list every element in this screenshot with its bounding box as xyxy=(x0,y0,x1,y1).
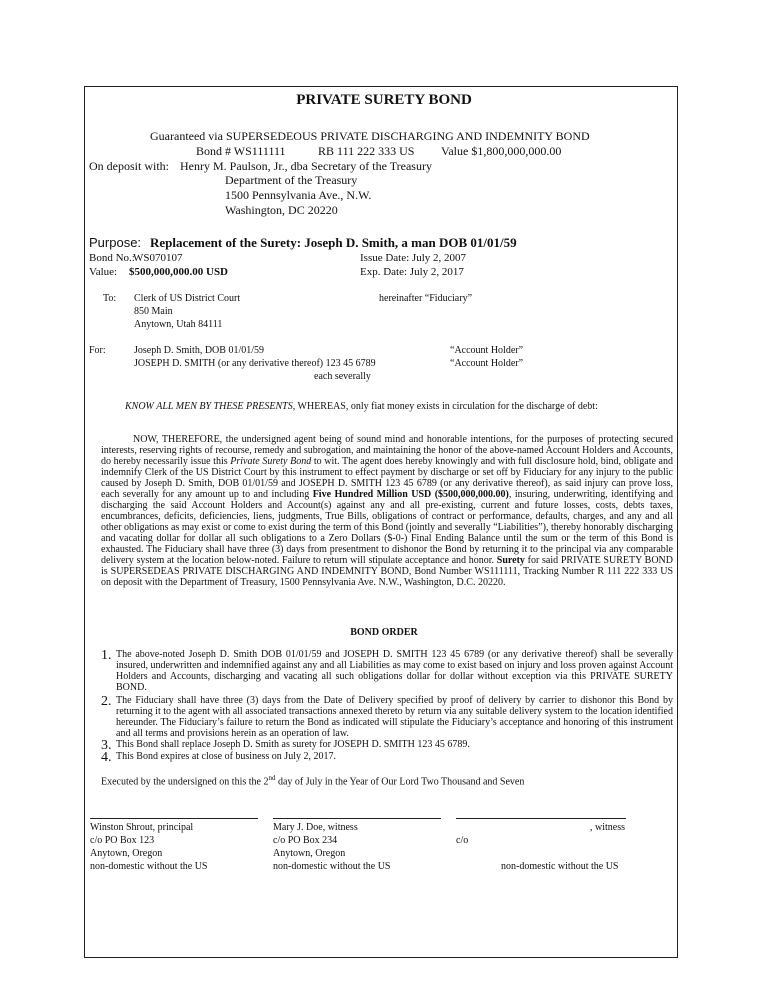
deposit-name: Henry M. Paulson, Jr., dba Secretary of the Treasury xyxy=(180,159,432,173)
sig-witness-2-name: , witness xyxy=(590,822,625,833)
to-role: hereinafter “Fiduciary” xyxy=(379,293,473,304)
now-part-1: NOW, THEREFORE, the undersigned agent being of sound mind and honorable intentions, for the purposes of protecting secured interests, reserving rights of recourse, remedy and subrogation, and maintaining the honor of the above-named Account Holders and Accounts, do hereby necessarily issue this xyxy=(101,434,673,467)
purpose-value: $500,000,000.00 USD xyxy=(129,266,229,278)
now-part-4: for said PRIVATE SURETY BOND is SUPERSEDEAS PRIVATE DISCHARGING AND INDEMNITY BOND, Bond Number WS111111, Tracking Number R 111 222 333 US on deposit with the Department of Treasury, 1500 Pennsylvania Ave. N.W., Washington, D.C. 20220. xyxy=(101,555,674,588)
to-line-2: 850 Main xyxy=(134,306,173,317)
now-part-2: to wit. The agent does hereby knowingly and with full disclosure hold, bind, obligate and indemnify Clerk of the US District Court by this instrument to effect payment by discharge or set off by Fiduciary for any injury to the public caused by Joseph D. Smith, DOB 01/01/59 and JOSEPH D. SMITH 123 45 6789 (or any derivative thereof), as said injury can prove loss, each severally for any amount up to and including xyxy=(101,456,673,500)
deposit-address-3: Washington, DC 20220 xyxy=(225,203,338,217)
sig-witness-1-note: non-domestic without the US xyxy=(273,861,391,872)
sig-witness-1-city: Anytown, Oregon xyxy=(273,848,346,859)
document-title: PRIVATE SURETY BOND xyxy=(296,92,472,108)
issue-date: Issue Date: July 2, 2007 xyxy=(360,252,467,264)
signature-line-principal xyxy=(90,818,258,819)
sig-principal-name: Winston Shrout, principal xyxy=(90,822,194,833)
order-item-3-number: 3. xyxy=(101,738,112,753)
to-line-1: Clerk of US District Court xyxy=(134,293,241,304)
sig-witness-1-co: c/o PO Box 234 xyxy=(273,835,338,846)
executed-sup: nd xyxy=(268,774,276,782)
executed-line xyxy=(101,773,524,787)
to-line-3: Anytown, Utah 84111 xyxy=(134,319,223,330)
for-each-severally: each severally xyxy=(314,371,371,382)
bond-order-heading: BOND ORDER xyxy=(350,627,418,638)
order-item-4-number: 4. xyxy=(101,750,112,765)
bond-number: Bond # WS111111 xyxy=(196,144,286,158)
exp-date: Exp. Date: July 2, 2017 xyxy=(360,266,464,278)
order-item-2-number: 2. xyxy=(101,694,112,709)
for-line-1: Joseph D. Smith, DOB 01/01/59 xyxy=(134,345,265,356)
signature-line-witness-2 xyxy=(456,818,626,819)
rb-number: RB 111 222 333 US xyxy=(318,144,415,158)
sig-principal-co: c/o PO Box 123 xyxy=(90,835,155,846)
purpose-label: Purpose: xyxy=(89,235,142,250)
now-part-3: , insuring, underwriting, identifying and discharging the said Account Holders and Account(s) against any and all pre-existing, current and future losses, costs, debts taxes, encumbrances, deficits, deficiencies, liens, judgments, True Bills, obligations of contract or performance, defaults, charges, and any and all other obligations as may exist or come to exist during the term of this Bond (jointly and severally “Liabilities”), thereby honorably discharging and vacating dollar for dollar all such obligations to a Zero Dollars ($-0-) Final Ending Balance until the sum or the term of this Bond is exhausted. The Fiduciary shall have three (3) days from presentment to dishonor the Bond by returning it to the principal via any comparable delivery system at the location below-noted. Failure to return will stipulate acceptance and honor. xyxy=(101,489,673,566)
executed-pre: Executed by the undersigned on this the 2 xyxy=(101,776,269,788)
bond-value: Value $1,800,000,000.00 xyxy=(441,144,562,158)
for-role-2: “Account Holder” xyxy=(450,358,524,369)
order-item-1-number: 1. xyxy=(101,648,112,663)
now-part-3-bold: Surety xyxy=(496,555,525,566)
sig-witness-2-note: non-domestic without the US xyxy=(501,861,619,872)
sig-principal-note: non-domestic without the US xyxy=(90,861,208,872)
sig-witness-2-co: c/o xyxy=(456,835,469,846)
order-item-2-text: The Fiduciary shall have three (3) days from the Date of Delivery specified by proof of delivery by carrier to dishonor this Bond by returning it to the agent with all associated transactions annexed thereto by return via any suitable delivery system to the location identified hereunder. The Fiduciary’s failure to return the Bond as indicated will stipulate the Fiduciary’s acceptance and honoring of this instrument and all terms and provisions herein as an operation of law. xyxy=(116,695,673,739)
order-item-4-text: This Bond expires at close of business on July 2, 2017. xyxy=(116,751,336,762)
purpose-bond-no-label: Bond No.: xyxy=(89,252,135,264)
purpose-value-label: Value: xyxy=(89,266,118,278)
purpose-bond-no: WS070107 xyxy=(133,252,183,264)
for-label: For: xyxy=(89,345,106,356)
guarantee-line: Guaranteed via SUPERSEDEOUS PRIVATE DISCHARGING AND INDEMNITY BOND xyxy=(150,129,590,143)
order-item-3-text: This Bond shall replace Joseph D. Smith as surety for JOSEPH D. SMITH 123 45 6789. xyxy=(116,739,470,750)
deposit-address-2: 1500 Pennsylvania Ave., N.W. xyxy=(225,188,372,202)
purpose-text: Replacement of the Surety: Joseph D. Smith, a man DOB 01/01/59 xyxy=(150,235,517,250)
signature-line-witness-1 xyxy=(273,818,441,819)
know-all-paragraph xyxy=(91,401,663,412)
for-line-2: JOSEPH D. SMITH (or any derivative thereof) 123 45 6789 xyxy=(134,358,376,369)
know-all-lead: KNOW ALL MEN BY THESE PRESENTS, xyxy=(125,401,296,412)
to-label: To: xyxy=(103,293,117,304)
deposit-address-1: Department of the Treasury xyxy=(225,173,358,187)
now-part-1-italic: Private Surety Bond xyxy=(230,456,312,467)
now-part-2-bold: Five Hundred Million USD ($500,000,000.00) xyxy=(312,489,509,500)
deposit-label: On deposit with: xyxy=(89,159,169,173)
now-therefore-paragraph xyxy=(101,434,673,588)
sig-principal-city: Anytown, Oregon xyxy=(90,848,163,859)
executed-post: day of July in the Year of Our Lord Two Thousand and Seven xyxy=(275,776,525,788)
for-role-1: “Account Holder” xyxy=(450,345,524,356)
know-all-rest: WHEREAS, only fiat money exists in circulation for the discharge of debt: xyxy=(295,401,598,412)
order-item-1-text: The above-noted Joseph D. Smith DOB 01/01/59 and JOSEPH D. SMITH 123 45 6789 (or any derivative thereof) shall be severally insured, underwritten and indemnified against any and all Liabilities as may come to exist based on injury and loss proven against Account Holders and Accounts, discharging and vacating all such obligations dollar for dollar without exception via this PRIVATE SURETY BOND. xyxy=(116,649,673,693)
sig-witness-1-name: Mary J. Doe, witness xyxy=(273,822,358,833)
